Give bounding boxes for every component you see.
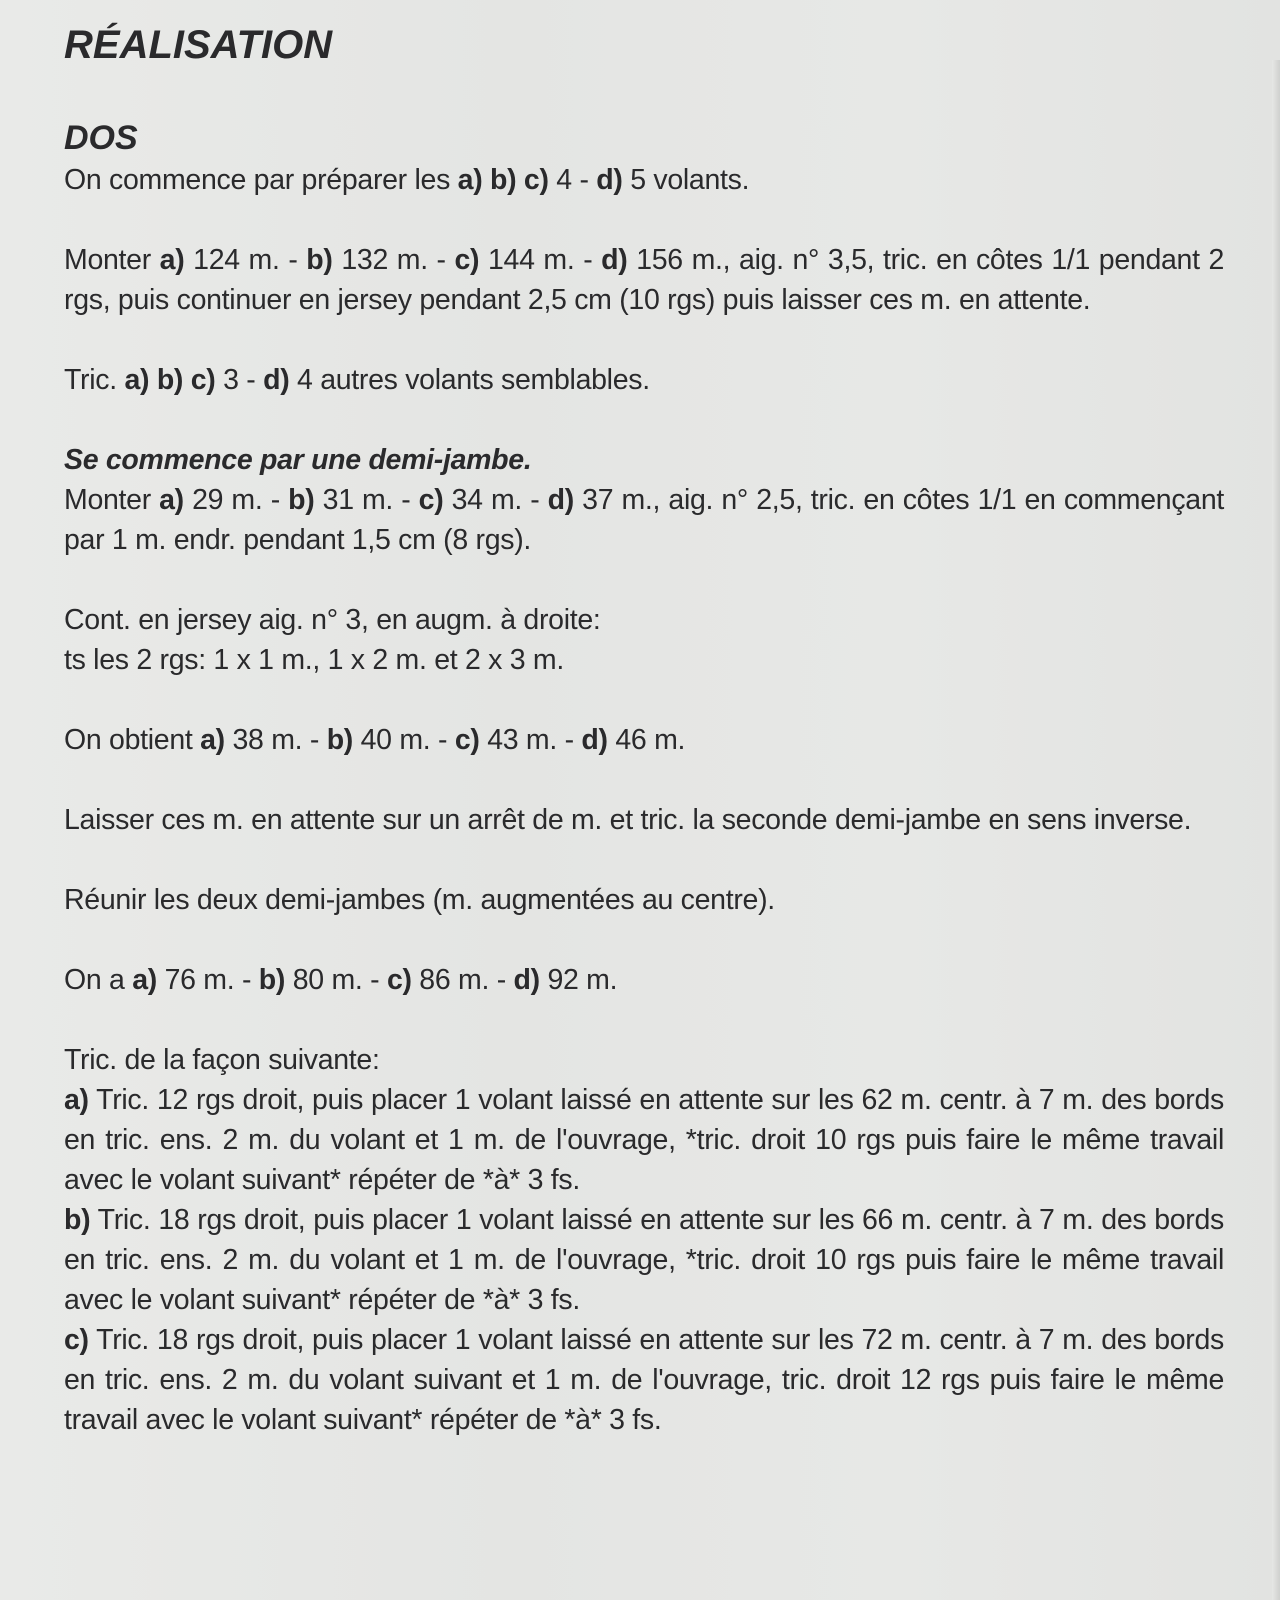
size-label-a: a) (132, 964, 157, 996)
text: 92 m. (539, 964, 618, 996)
size-label-b: b) (258, 964, 286, 996)
paragraph-obtain (64, 720, 1224, 760)
size-label-c: c) (64, 1324, 89, 1356)
text: On a (64, 964, 133, 996)
list-item-c (64, 1320, 1224, 1440)
size-label-d: d) (601, 244, 628, 276)
section-heading-dos: DOS (64, 119, 138, 157)
text: 5 volants. (622, 164, 750, 196)
text: Monter (64, 484, 160, 516)
text: 31 m. - (314, 484, 419, 516)
paragraph-other-volants (64, 360, 1224, 400)
size-label-a: a) (64, 1084, 89, 1116)
paragraph-cast-on-volants (64, 240, 1224, 320)
paragraph-join: Réunir les deux demi-jambes (m. augmentées au centre). (64, 884, 775, 916)
paragraph-jersey-line2: ts les 2 rgs: 1 x 1 m., 1 x 2 m. et 2 x 3 m. (64, 644, 564, 676)
document-page (64, 20, 1224, 1440)
paragraph-jersey-line1: Cont. en jersey aig. n° 3, en augm. à droite: (64, 604, 601, 636)
text: Monter (64, 244, 160, 276)
size-label-c: c) (454, 724, 480, 756)
size-label-a: a) (159, 484, 184, 516)
text: Tric. 18 rgs droit, puis placer 1 volant laissé en attente sur les 66 m. centr. à 7 m. des bords en tric. ens. 2 m. du volant et 1 m. de l'ouvrage, *tric. droit 10 rgs puis faire le même travail avec le volant suivant* répéter de *à* 3 fs. (64, 1204, 1224, 1316)
text: 40 m. - (353, 724, 455, 756)
paragraph-cast-on-jambe (64, 480, 1224, 560)
size-label-b: b) (64, 1204, 91, 1236)
text: Tric. (64, 364, 125, 396)
text: On commence par préparer les (64, 164, 458, 196)
text: 4 autres volants semblables. (289, 364, 650, 396)
size-label-d: d) (581, 724, 608, 756)
size-label-b: b) (306, 244, 333, 276)
text: On obtient (64, 724, 201, 756)
text: 76 m. - (156, 964, 259, 996)
page-title: RÉALISATION (64, 23, 333, 67)
size-label-d: d) (596, 164, 623, 196)
size-label-c: c) (454, 244, 480, 276)
text: 144 m. - (479, 244, 602, 276)
size-label-c: c) (386, 964, 412, 996)
text: Tric. 12 rgs droit, puis placer 1 volant laissé en attente sur les 62 m. centr. à 7 m. des bords en tric. ens. 2 m. du volant et 1 m. de l'ouvrage, *tric. droit 10 rgs puis faire le même travail avec le volant suivant* répéter de *à* 3 fs. (64, 1084, 1224, 1196)
text: Tric. 18 rgs droit, puis placer 1 volant laissé en attente sur les 72 m. centr. à 7 m. des bords en tric. ens. 2 m. du volant suivant et 1 m. de l'ouvrage, tric. droit 12 rgs puis faire le même travail avec le volant suivant* répéter de *à* 3 fs. (64, 1324, 1224, 1436)
size-label-c: c) (418, 484, 444, 516)
size-label-a: a) (200, 724, 225, 756)
size-label-d: d) (263, 364, 290, 396)
text: 3 - (215, 364, 264, 396)
text: 46 m. (607, 724, 686, 756)
text: 38 m. - (224, 724, 327, 756)
subheading-demi-jambe: Se commence par une demi-jambe. (64, 444, 532, 476)
paragraph-method-intro: Tric. de la façon suivante: (64, 1044, 380, 1076)
text: 156 m., aig. n° 3,5, tric. en côtes 1/1 pendant 2 rgs, puis continuer en jersey pendant 2,5 cm (10 rgs) puis laisser ces m. en attente. (64, 244, 1225, 316)
paragraph-total (64, 960, 1224, 1000)
paragraph-intro (64, 160, 1224, 200)
size-labels: a) b) c) (457, 164, 549, 196)
list-item-b (64, 1200, 1224, 1320)
text: 4 - (548, 164, 597, 196)
list-item-a (64, 1080, 1224, 1200)
size-label-b: b) (326, 724, 354, 756)
text: 124 m. - (184, 244, 307, 276)
text: 80 m. - (285, 964, 387, 996)
size-labels: a) b) c) (124, 364, 216, 396)
text: 29 m. - (183, 484, 289, 516)
text: 34 m. - (443, 484, 548, 516)
text: 86 m. - (411, 964, 514, 996)
page-edge-shadow (1272, 60, 1280, 1600)
paragraph-hold-stitches: Laisser ces m. en attente sur un arrêt de m. et tric. la seconde demi-jambe en sens inverse. (64, 804, 1192, 836)
size-label-d: d) (513, 964, 540, 996)
size-label-a: a) (159, 244, 185, 276)
text: 37 m., aig. n° 2,5, tric. en côtes 1/1 en commençant par 1 m. endr. pendant 1,5 cm (8 rgs). (64, 484, 1224, 556)
text: 132 m. - (332, 244, 455, 276)
size-label-d: d) (547, 484, 574, 516)
text: 43 m. - (479, 724, 582, 756)
size-label-b: b) (288, 484, 315, 516)
